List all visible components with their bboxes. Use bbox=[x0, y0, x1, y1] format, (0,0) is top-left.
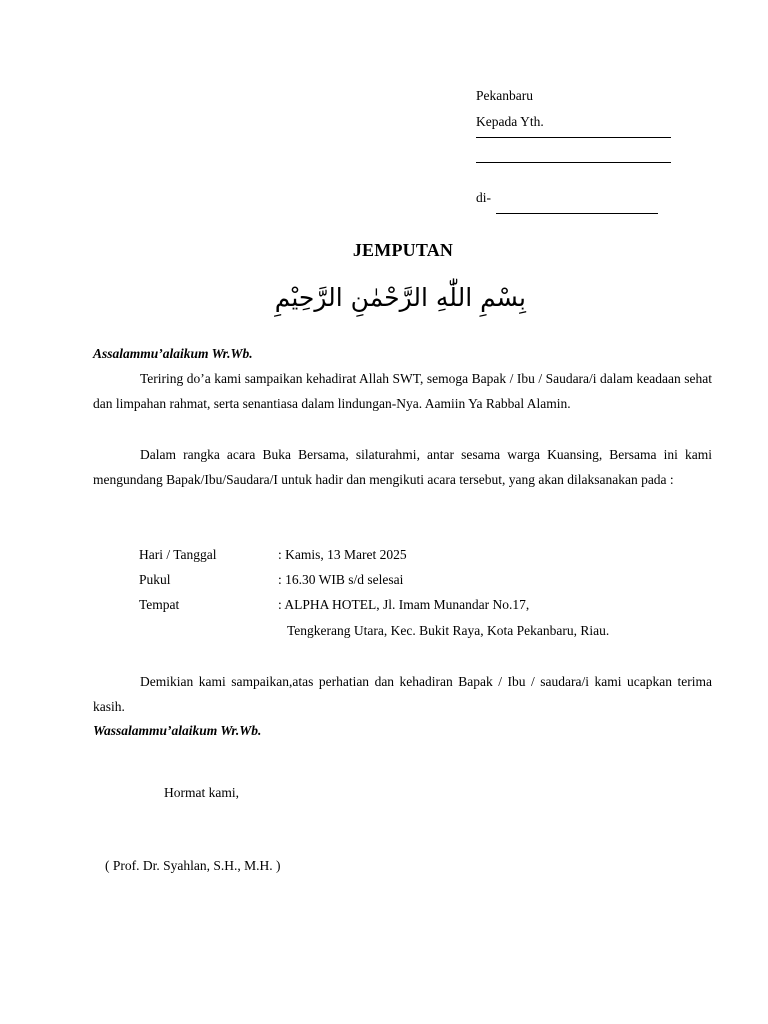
location-blank-line bbox=[496, 213, 658, 214]
paragraph-closing: Demikian kami sampaikan,atas perhatian dan kehadiran Bapak / Ibu / saudara/i kami ucapkan terima kasih. bbox=[93, 674, 712, 715]
basmalah-calligraphy: بِسْمِ اللّٰهِ الرَّحْمٰنِ الرَّحِيْمِ bbox=[274, 283, 526, 312]
time-value: : 16.30 WIB s/d selesai bbox=[278, 572, 404, 587]
letter-title: JEMPUTAN bbox=[352, 240, 454, 260]
opening-greeting: Assalammu’alaikum Wr.Wb. bbox=[93, 346, 253, 361]
city-text: Pekanbaru bbox=[476, 88, 533, 103]
signer-name: ( Prof. Dr. Syahlan, S.H., M.H. ) bbox=[105, 858, 281, 873]
paragraph-opening: Teriring do’a kami sampaikan kehadirat Allah SWT, semoga Bapak / Ibu / Saudara/i dalam keadaan sehat dan limpahan rahmat, serta senantiasa dalam lindungan-Nya. Aamiin Ya Rabbal Alamin. bbox=[93, 371, 712, 412]
location-prefix: di- bbox=[476, 190, 491, 205]
date-label: Hari / Tanggal bbox=[139, 547, 217, 562]
recipient-blank-line-2 bbox=[476, 162, 671, 163]
paragraph-invitation: Dalam rangka acara Buka Bersama, silaturahmi, antar sesama warga Kuansing, Bersama ini kami mengundang Bapak/Ibu/Saudara/I untuk hadir dan mengikuti acara tersebut, yang akan dilaksanakan pada : bbox=[93, 447, 712, 488]
time-label: Pukul bbox=[139, 572, 171, 587]
recipient-heading: Kepada Yth. bbox=[476, 114, 544, 129]
closing-greeting: Wassalammu’alaikum Wr.Wb. bbox=[93, 723, 262, 738]
recipient-blank-line-1 bbox=[476, 137, 671, 138]
place-value-line-1: : ALPHA HOTEL, Jl. Imam Munandar No.17, bbox=[278, 597, 530, 612]
place-value-line-2: Tengkerang Utara, Kec. Bukit Raya, Kota Pekanbaru, Riau. bbox=[287, 623, 610, 638]
date-value: : Kamis, 13 Maret 2025 bbox=[278, 547, 407, 562]
place-label: Tempat bbox=[139, 597, 180, 612]
signoff-text: Hormat kami, bbox=[164, 785, 239, 800]
